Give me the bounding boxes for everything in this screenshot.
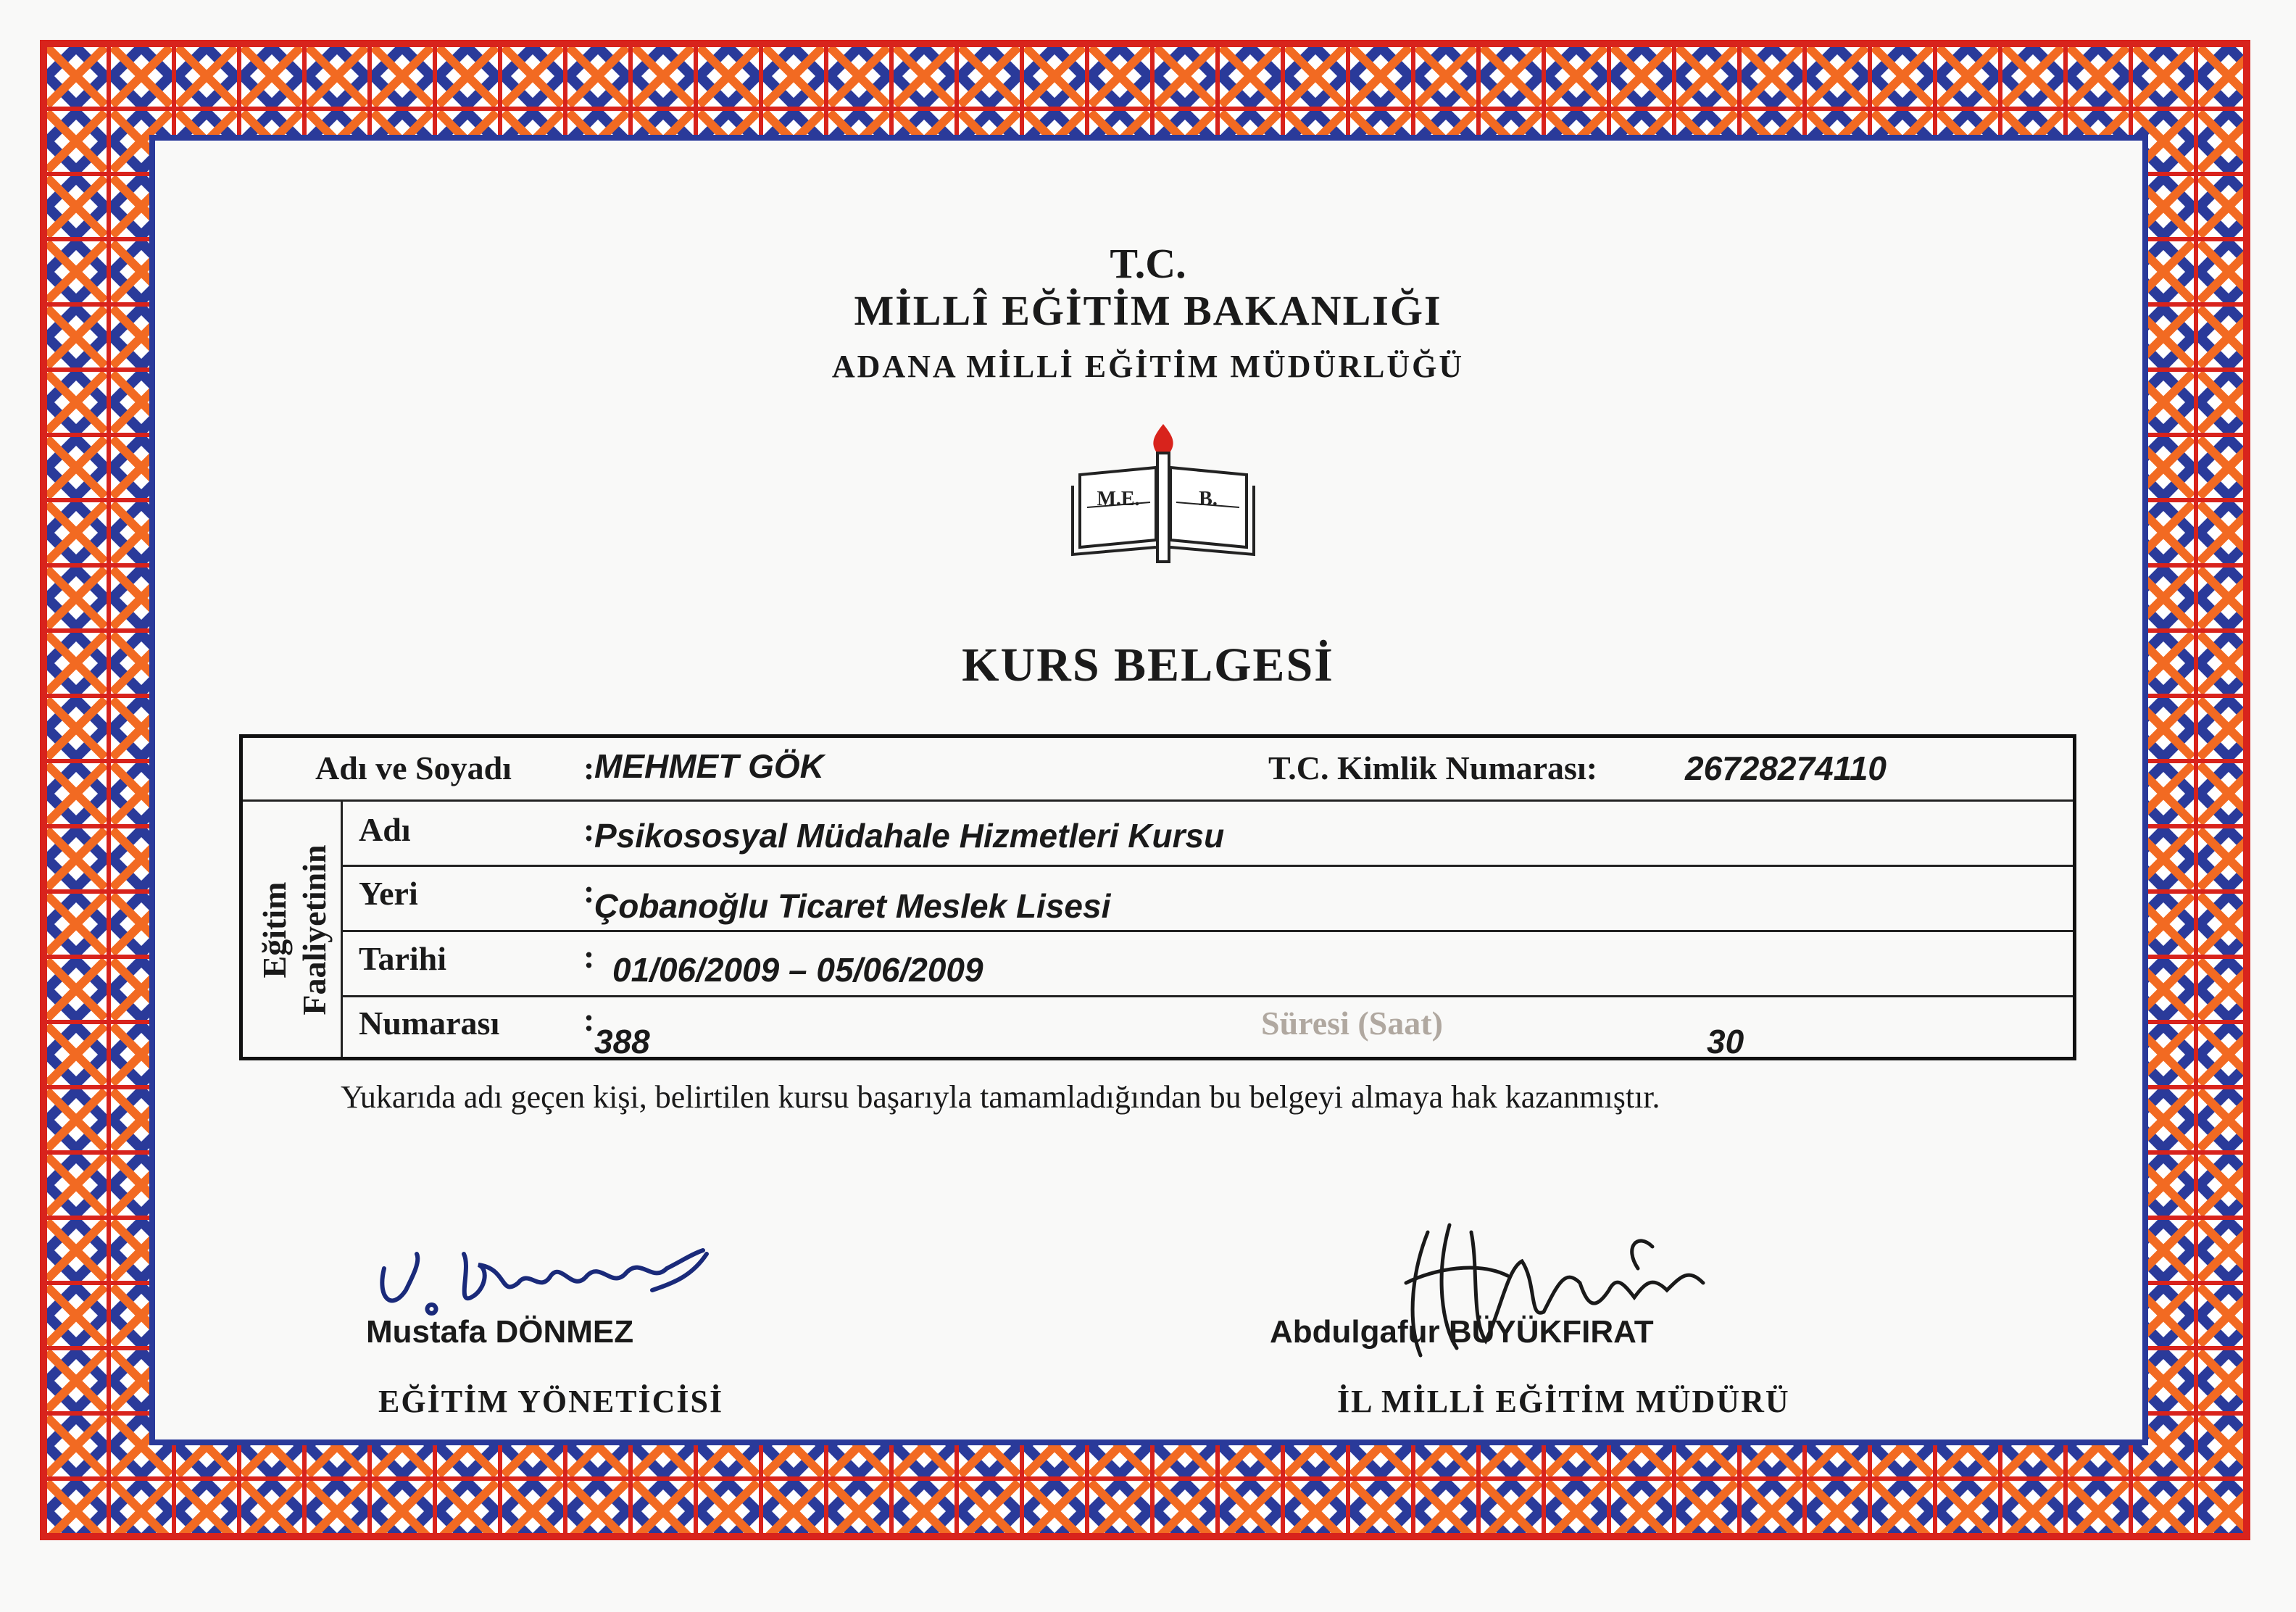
- meb-logo: [1069, 424, 1257, 569]
- certificate-statement: Yukarıda adı geçen kişi, belirtilen kursu başarıyla tamamladığından bu belgeyi almaya hak kazanmıştır.: [341, 1079, 1660, 1115]
- name-value: MEHMET GÖK: [594, 747, 824, 785]
- left-signatory-name: Mustafa DÖNMEZ: [366, 1314, 634, 1350]
- duration-value: 30: [1707, 1023, 1744, 1060]
- activity-group-label: [253, 803, 333, 1057]
- name-colon: :: [583, 749, 595, 786]
- name-label: Adı ve Soyadı: [315, 749, 512, 786]
- right-signatory-name: Abdulgafur BÜYÜKFIRAT: [1270, 1314, 1654, 1350]
- date-value: 01/06/2009 – 05/06/2009: [612, 951, 983, 989]
- place-colon: :: [583, 873, 595, 910]
- left-signatory-title: EĞİTİM YÖNETİCİSİ: [378, 1384, 724, 1419]
- header-ministry: MİLLÎ EĞİTİM BAKANLIĞI: [854, 287, 1442, 334]
- activity-name-colon: :: [583, 811, 595, 848]
- logo-text-right: B.: [1199, 488, 1218, 510]
- header-tc: T.C.: [1110, 240, 1186, 287]
- date-label: Tarihi: [359, 940, 447, 977]
- right-signatory-title: İL MİLLİ EĞİTİM MÜDÜRÜ: [1337, 1384, 1790, 1419]
- date-colon: :: [583, 938, 595, 975]
- id-value: 26728274110: [1685, 749, 1887, 787]
- number-colon: :: [583, 1001, 595, 1038]
- activity-group-label-line1: Eğitim: [256, 881, 293, 979]
- number-value: 388: [594, 1023, 650, 1060]
- number-label: Numarası: [359, 1005, 500, 1042]
- certificate-info-table: [239, 734, 2076, 1060]
- place-value: Çobanoğlu Ticaret Meslek Lisesi: [594, 887, 1111, 925]
- logo-text-left: M.E.: [1097, 488, 1140, 510]
- document-title: KURS BELGESİ: [962, 639, 1334, 691]
- activity-name-value: Psikososyal Müdahale Hizmetleri Kursu: [594, 817, 1225, 855]
- id-label: T.C. Kimlik Numarası:: [1268, 749, 1598, 786]
- activity-group-label-line2: Faaliyetinin: [296, 844, 333, 1015]
- place-label: Yeri: [359, 875, 418, 912]
- activity-name-label: Adı: [359, 811, 411, 848]
- duration-label: Süresi (Saat): [1261, 1005, 1443, 1042]
- header-directorate: ADANA MİLLİ EĞİTİM MÜDÜRLÜĞÜ: [831, 349, 1465, 384]
